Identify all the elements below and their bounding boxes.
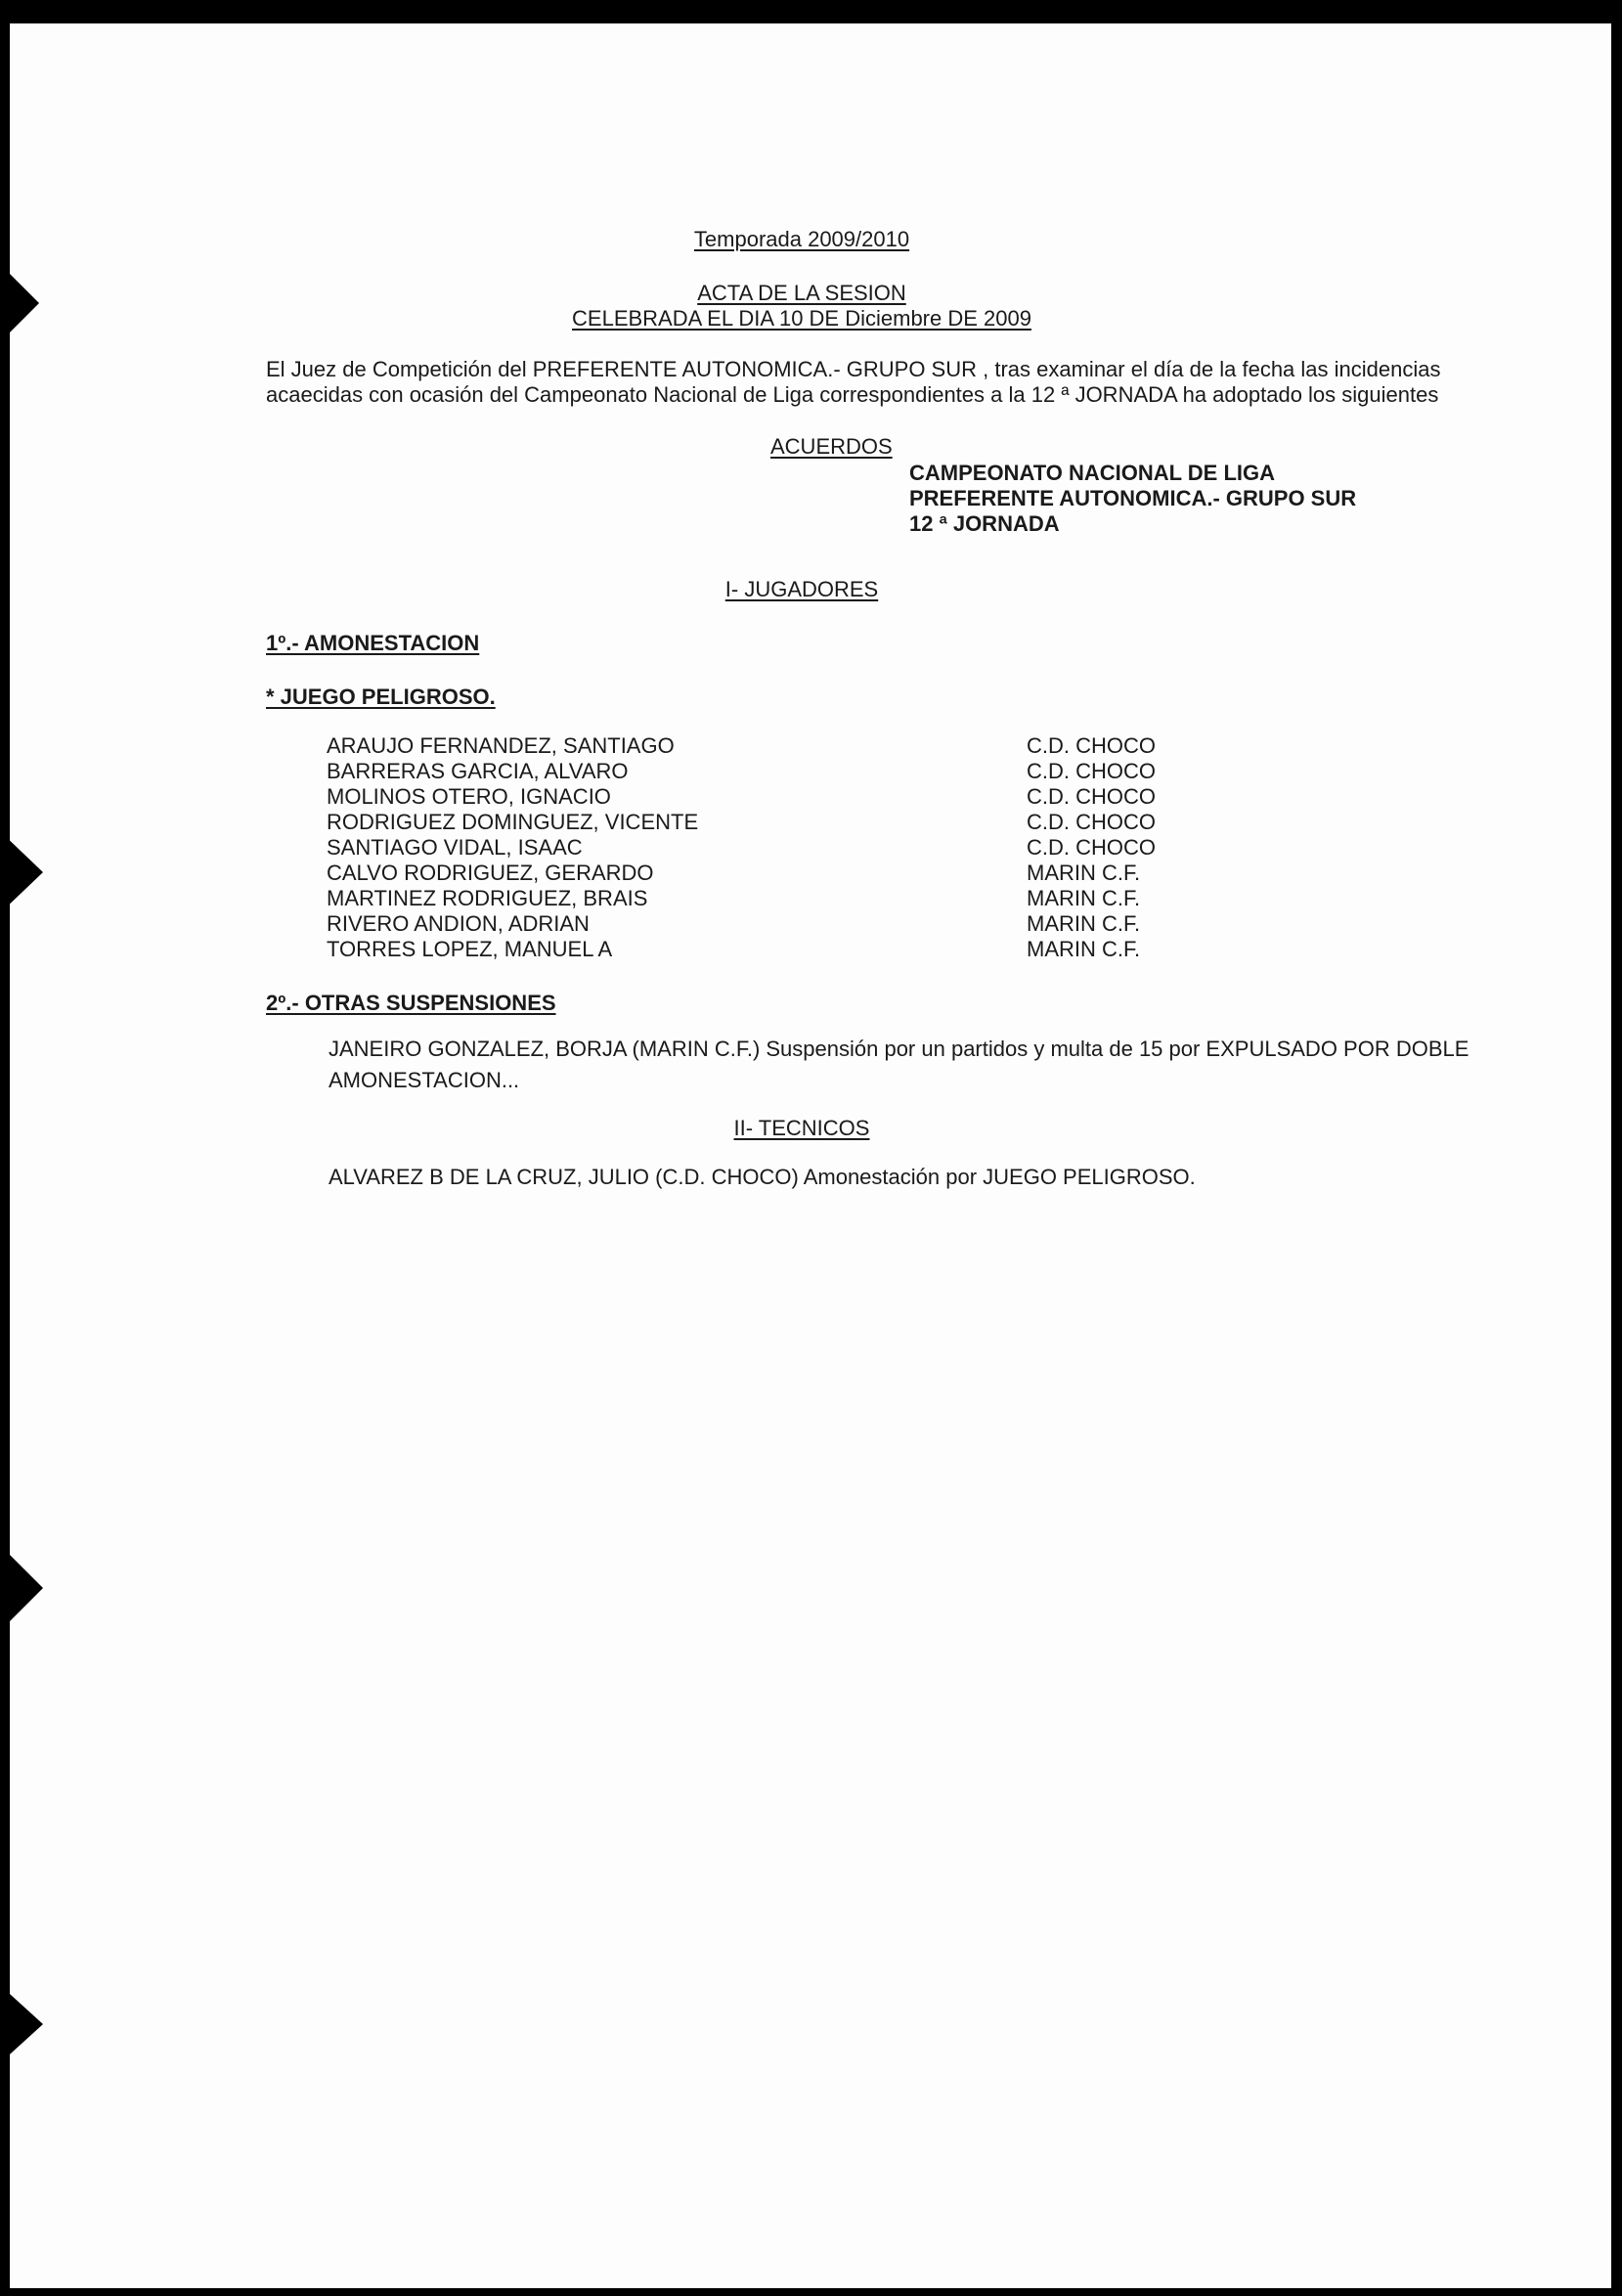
player-name: MOLINOS OTERO, IGNACIO: [327, 784, 611, 809]
player-name: RODRIGUEZ DOMINGUEZ, VICENTE: [327, 810, 699, 834]
player-row: [327, 937, 1304, 962]
player-team: MARIN C.F.: [1027, 861, 1141, 885]
player-team: C.D. CHOCO: [1027, 810, 1156, 834]
competition-group: PREFERENTE AUTONOMICA.- GRUPO SUR: [909, 486, 1357, 510]
season-heading: Temporada 2009/2010: [693, 227, 910, 251]
player-name: MARTINEZ RODRIGUEZ, BRAIS: [327, 886, 648, 910]
player-row: [327, 861, 1304, 886]
player-team: C.D. CHOCO: [1027, 835, 1156, 860]
player-row: [327, 886, 1304, 911]
player-list: [327, 733, 1304, 962]
competition-round: 12 ª JORNADA: [909, 511, 1060, 536]
player-row: [327, 733, 1304, 759]
player-row: [327, 759, 1304, 784]
hole-punch-notch: [0, 1545, 43, 1631]
intro-line-2: acaecidas con ocasión del Campeonato Nacional de Liga correspondientes a la 12 ª JORNADA ha adoptado los siguientes: [266, 382, 1439, 407]
player-name: SANTIAGO VIDAL, ISAAC: [327, 835, 583, 860]
player-team: C.D. CHOCO: [1027, 784, 1156, 809]
player-row: [327, 810, 1304, 835]
player-row: [327, 835, 1304, 861]
player-row: [327, 911, 1304, 937]
player-team: C.D. CHOCO: [1027, 759, 1156, 783]
competition-name: CAMPEONATO NACIONAL DE LIGA: [909, 461, 1276, 485]
suspension-line-1: JANEIRO GONZALEZ, BORJA (MARIN C.F.) Suspensión por un partidos y multa de 15 por EXPULSADO POR DOBLE: [329, 1037, 1469, 1061]
hole-punch-notch: [0, 831, 43, 913]
player-name: RIVERO ANDION, ADRIAN: [327, 911, 590, 936]
acta-title: ACTA DE LA SESION: [697, 281, 906, 305]
session-date: CELEBRADA EL DIA 10 DE Diciembre DE 2009: [572, 306, 1031, 331]
player-name: BARRERAS GARCIA, ALVARO: [327, 759, 629, 783]
player-team: MARIN C.F.: [1027, 886, 1141, 910]
acuerdos-heading: ACUERDOS: [770, 434, 893, 459]
jugadores-heading: I- JUGADORES: [724, 577, 879, 601]
player-name: ARAUJO FERNANDEZ, SANTIAGO: [327, 733, 675, 758]
intro-line-1: El Juez de Competición del PREFERENTE AUTONOMICA.- GRUPO SUR , tras examinar el día de la fecha las incidencias: [266, 357, 1441, 381]
hole-punch-notch: [0, 1985, 43, 2063]
tecnicos-entry: ALVAREZ B DE LA CRUZ, JULIO (C.D. CHOCO) Amonestación por JUEGO PELIGROSO.: [329, 1165, 1196, 1189]
hole-punch-notch: [0, 264, 39, 342]
player-row: [327, 784, 1304, 810]
player-name: TORRES LOPEZ, MANUEL A: [327, 937, 613, 961]
player-team: C.D. CHOCO: [1027, 733, 1156, 758]
juego-peligroso-heading: * JUEGO PELIGROSO.: [266, 684, 496, 709]
player-name: CALVO RODRIGUEZ, GERARDO: [327, 861, 654, 885]
player-team: MARIN C.F.: [1027, 911, 1141, 936]
player-team: MARIN C.F.: [1027, 937, 1141, 961]
otras-suspensiones-heading: 2º.- OTRAS SUSPENSIONES: [266, 991, 556, 1015]
tecnicos-heading: II- TECNICOS: [733, 1116, 870, 1140]
suspension-line-2: AMONESTACION...: [329, 1068, 520, 1092]
amonestacion-heading: 1º.- AMONESTACION: [266, 631, 480, 655]
